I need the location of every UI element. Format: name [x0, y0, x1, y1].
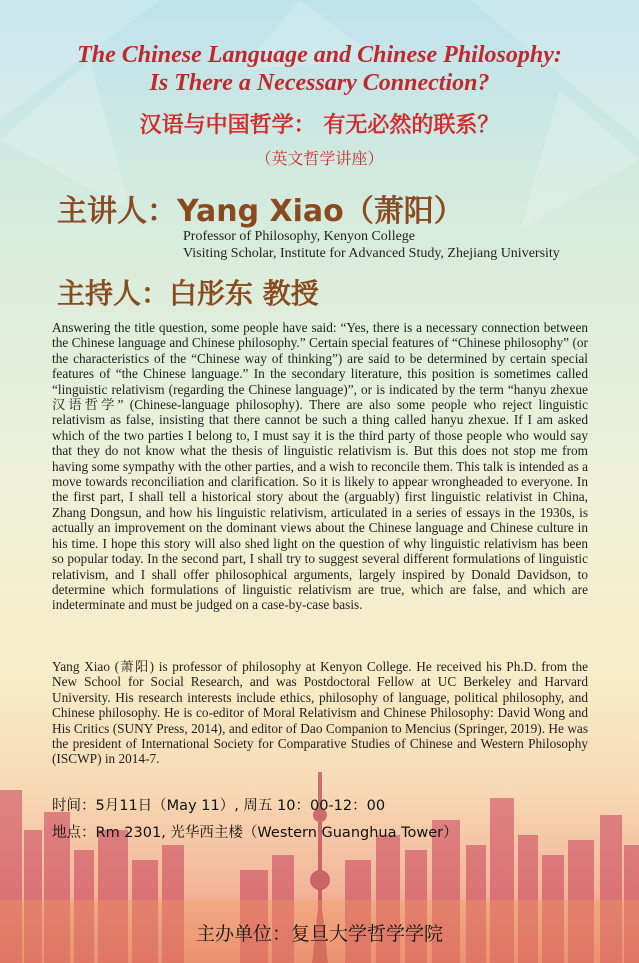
abstract-paragraph: Answering the title question, some people have said: “Yes, there is a necessary connection between the Chinese language and Chinese philosophy.” Certain special features of “Chinese philosophy” (or the characteristics of the “Chinese way of thinking”) are said to be determined by certain special features of “the Chinese language.” In the secondary literature, this position is sometimes called “linguistic relativism (regarding the Chinese language)”, or is indicated by the term “hanyu zhexue 汉语哲学” (Chinese-language philosophy). There are also some people who reject linguistic relativism as false, insisting that there cannot be such a thing called hanyu zhexue. If I am asked which of the two parties I belong to, I must say it is the third party of those people who would say that they do not know what the thesis of linguistic relativism is. But this does not stop me from having some sympathy with the other parties, and a wish to reconcile them. This talk is intended as a move towards reconciliation and clarification. So it is likely to appear wrongheaded to everyone. In the first part, I shall tell a historical story about the (arguably) first linguistic relativist in China, Zhang Dongsun, and how his linguistic relativism, articulated in a series of essays in the 1930s, is actually an improvement on the dominant views about the Chinese language and Chinese culture in his time. I hope this story will also shed light on the question of why linguistic relativism has been so popular today. In the second part, I shall try to suggest several different formulations of linguistic relativism, and I shall offer philosophical arguments, largely inspired by Donald Davidson, to determine which formulations of linguistic relativism are true, which are false, and which are indeterminate and must be judged on a case-by-case basis.: [52, 320, 588, 613]
title-english-line-2: Is There a Necessary Connection?: [149, 70, 490, 96]
event-time: 时间：5月11日（May 11）, 周五 10：00-12：00: [52, 798, 386, 814]
title-chinese: 汉语与中国哲学： 有无必然的联系？: [139, 113, 500, 138]
speaker-heading: 主讲人：Yang Xiao（萧阳）: [57, 194, 464, 229]
host-heading: 主持人：白彤东 教授: [57, 277, 319, 310]
event-location: 地点：Rm 2301, 光华西主楼（Western Guanghua Tower）: [52, 825, 458, 841]
lecture-type-subtitle: （英文哲学讲座）: [255, 149, 384, 168]
speaker-affiliation-2: Visiting Scholar, Institute for Advanced Study, Zhejiang University: [183, 246, 560, 261]
organizer: 主办单位：复旦大学哲学学院: [195, 923, 443, 945]
speaker-affiliation-1: Professor of Philosophy, Kenyon College: [183, 229, 416, 244]
title-english-line-1: The Chinese Language and Chinese Philosophy:: [77, 42, 562, 68]
bio-paragraph: Yang Xiao (萧阳) is professor of philosophy at Kenyon College. He received his Ph.D. from the New School for Social Research, and was Postdoctoral Fellow at UC Berkeley and Harvard University. His research interests include ethics, philosophy of language, political philosophy, and Chinese philosophy. He is co-editor of Moral Relativism and Chinese Philosophy: David Wong and His Critics (SUNY Press, 2014), and editor of Dao Companion to Mencius (Springer, 2019). He was the president of International Society for Comparative Studies of Chinese and Western Philosophy (ISCWP) in 2014-7.: [52, 659, 588, 767]
